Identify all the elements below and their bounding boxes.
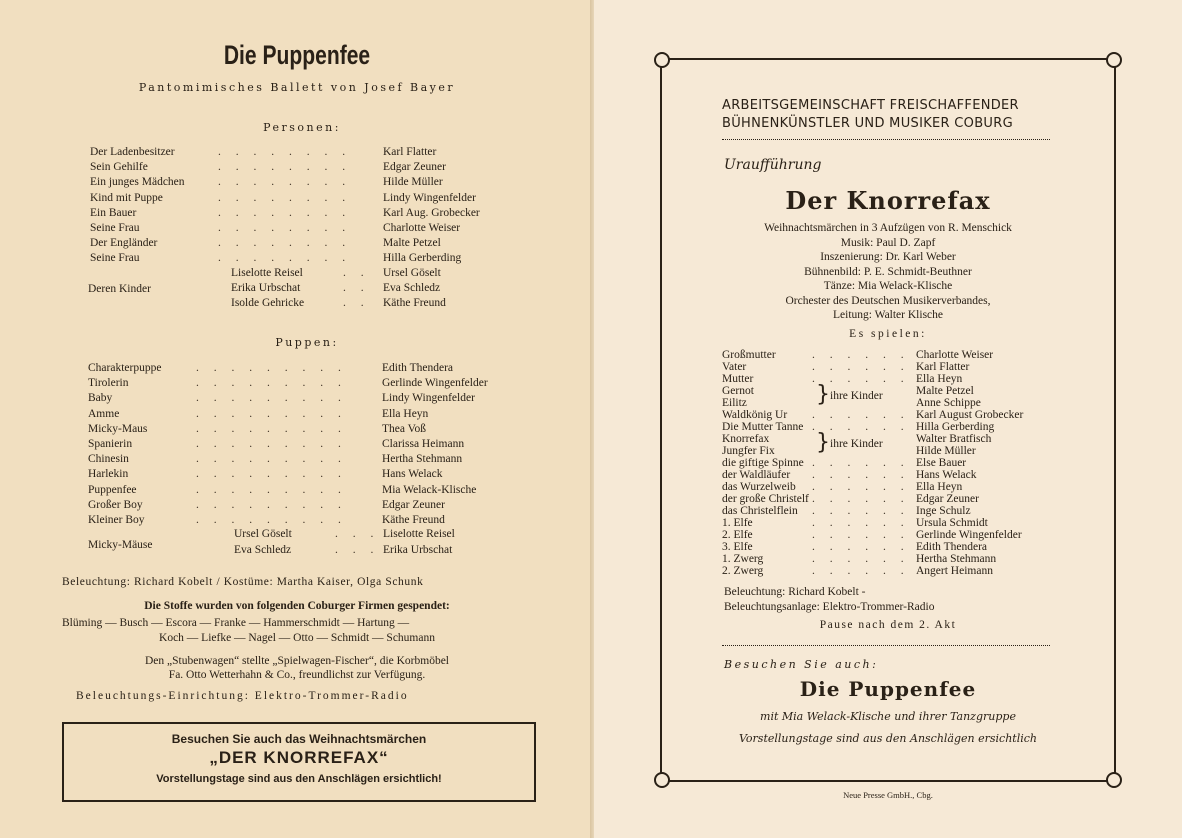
cast-actor: Hilla Gerberding [916,421,995,433]
puppen-actor: Hans Welack [382,468,443,481]
personen-role: Sein Gehilfe [90,161,148,174]
personen-actor: Edgar Zeuner [383,161,446,174]
es-spielen-heading: Es spielen: [849,328,927,340]
dot-leader: . . . . . . [812,457,910,469]
cast-role: 1. Zwerg [722,553,764,565]
puppen-heading: Puppen: [275,336,339,349]
dot-leader: . . . . . . . . [218,191,352,204]
cast-role: Die Mutter Tanne [722,421,804,433]
puppen-role: Baby [88,392,113,405]
dot-leader: . . . . . . [812,409,910,421]
puppen-role: Amme [88,407,120,420]
frame-corner-bl [654,772,670,788]
puppen-role: Micky-Maus [88,422,148,435]
personen-role: Der Ladenbesitzer [90,146,175,158]
dot-leader: . . . . . . [812,493,910,505]
dot-leader: . . . . . . . . . [196,422,347,435]
cast-actor: Hertha Stehmann [916,553,997,565]
cast-actor: Ursula Schmidt [916,517,988,529]
puppen-role: Harlekin [88,468,129,481]
puppen-role: Chinesin [88,453,129,466]
cast-actor: Else Bauer [916,457,967,469]
cast-actor: Charlotte Weiser [916,349,994,361]
dot-leader: . . . . . . . . [218,206,352,219]
cast-actor: Anne Schippe [916,397,981,409]
divider-bottom [722,645,1050,646]
kinder-role: Erika Urbschat [231,282,301,294]
ihre-kinder-label-2: ihre Kinder [830,438,883,450]
personen-actor: Charlotte Weiser [383,222,461,234]
credit-line: Bühnenbild: P. E. Schmidt-Beuthner [804,265,972,278]
personen-role: Kind mit Puppe [90,191,163,204]
dot-leader: . . . . . . . . . [196,438,347,450]
dot-leader: . . . . . . . . [218,222,352,234]
maeuse-actor: Liselotte Reisel [383,528,455,540]
kinder-role: Liselotte Reisel [231,267,303,279]
dot-leader: . . . . . . . . [218,252,352,265]
dot-leader: . . . . . . [812,505,910,517]
dot-leader: . . . . . . . . [218,146,352,158]
urauffuehrung-label: Uraufführung [724,157,822,173]
cast-actor: Walter Bratfisch [916,433,992,445]
dot-leader: . . . . . . [812,349,910,361]
cast-actor: Hans Welack [916,469,977,481]
dot-leader: . . . . . . . . [218,176,352,189]
kinder-actor: Eva Schledz [383,282,441,294]
puppenfee-title: Die Puppenfee [223,40,371,70]
puppen-actor: Clarissa Heimann [382,438,465,450]
cast-role: Knorrefax [722,433,770,445]
cast-actor: Malte Petzel [916,385,974,397]
dot-leader: . . . . . . . . . [196,392,347,405]
stubenwagen-line-1: Den „Stubenwagen“ stellte „Spielwagen-Fischer“, die Korbmöbel [144,655,449,667]
frame-corner-tr [1106,52,1122,68]
puppen-role: Puppenfee [88,483,137,496]
cast-role: 2. Zwerg [722,565,764,577]
credits-line: Beleuchtung: Richard Kobelt / Kostüme: Martha Kaiser, Olga Schunk [62,576,424,588]
brace-icon: } [816,382,830,407]
personen-actor: Karl Flatter [383,146,437,158]
personen-actor: Malte Petzel [383,237,441,250]
beleuchtung-line: Beleuchtung: Richard Kobelt - [724,586,866,598]
personen-role: Seine Frau [90,252,140,265]
cast-actor: Hilde Müller [916,445,976,457]
puppen-actor: Edgar Zeuner [382,498,445,511]
dot-leader: . . . . . . [812,481,910,493]
divider-top [722,139,1050,140]
dot-leader: . . . [335,528,380,540]
cast-role: der große Christelf [722,493,809,505]
puppen-actor: Edith Thendera [382,362,453,374]
puppen-role: Kleiner Boy [88,514,145,526]
knorrefax-ad-box [62,722,536,802]
dot-leader: . . . . . . [812,469,910,481]
puppen-role: Charakterpuppe [88,362,162,374]
personen-actor: Hilla Gerberding [383,252,462,265]
knorrefax-title: Der Knorrefax [785,186,991,215]
ad-line-1: Besuchen Sie auch das Weihnachtsmärchen [171,732,427,746]
cast-actor: Karl August Grobecker [916,409,1024,421]
dot-leader: . . . . . . [812,421,910,433]
maeuse-actor: Erika Urbschat [383,544,453,556]
credit-line: Inszenierung: Dr. Karl Weber [820,251,956,263]
puppen-actor: Hertha Stehmann [382,453,463,466]
puppen-actor: Gerlinde Wingenfelder [382,377,488,390]
org-line-1: ARBEITSGEMEINSCHAFT FREISCHAFFENDER [722,98,1019,113]
puppenfee-subtitle: Pantomimisches Ballett von Josef Bayer [138,81,456,94]
kinder-label: Deren Kinder [88,283,151,295]
org-line-2: BÜHNENKÜNSTLER UND MUSIKER COBURG [722,116,1013,131]
ihre-kinder-label-1: ihre Kinder [830,390,883,402]
personen-actor: Hilde Müller [383,176,443,189]
puppen-actor: Lindy Wingenfelder [382,392,475,405]
credit-line: Musik: Paul D. Zapf [840,236,936,249]
vorstellung-line: Vorstellungstage sind aus den Anschlägen ersichtlich [738,732,1037,745]
cast-actor: Karl Flatter [916,361,970,373]
cast-actor: Gerlinde Wingenfelder [916,529,1022,541]
dot-leader: . . . . . . . . . [196,498,347,511]
credit-line: Tänze: Mia Welack-Klische [823,280,953,292]
personen-role: Ein Bauer [90,206,137,219]
puppen-role: Spanierin [88,438,133,450]
stoffe-heading: Die Stoffe wurden von folgenden Coburger Firmen gespendet: [144,600,450,612]
maeuse-label: Micky-Mäuse [88,539,153,551]
dot-leader: . . [343,282,370,294]
cast-role: das Christelflein [722,505,798,517]
personen-actor: Karl Aug. Grobecker [383,206,480,219]
puppen-actor: Mia Welack-Klische [382,483,477,496]
cast-role: die giftige Spinne [722,457,804,469]
cast-role: Eilitz [722,397,747,409]
cast-role: der Waldläufer [722,469,791,481]
cast-role: Waldkönig Ur [722,409,788,421]
puppen-actor: Thea Voß [382,422,426,435]
puppenfee-promo-title: Die Puppenfee [799,677,977,701]
personen-role: Seine Frau [90,222,140,234]
cast-role: das Wurzelweib [722,481,796,493]
printer-imprint: Neue Presse GmbH., Cbg. [843,790,933,800]
dot-leader: . . . . . . . . . [196,362,347,374]
puppen-actor: Ella Heyn [382,407,429,420]
pause-line: Pause nach dem 2. Akt [819,619,957,631]
cast-role: Vater [722,361,747,373]
ad-line-3: Vorstellungstage sind aus den Anschlägen ersichtlich! [156,773,442,785]
dot-leader: . . . . . . . . . [196,377,347,390]
dot-leader: . . . . . . . . . [196,407,347,420]
dot-leader: . . [343,267,370,279]
cast-actor: Ella Heyn [916,373,963,385]
puppen-actor: Käthe Freund [382,514,445,526]
dot-leader: . . . . . . [812,529,910,541]
cast-role: 2. Elfe [722,529,753,541]
kinder-actor: Käthe Freund [383,297,446,309]
puppen-role: Tirolerin [88,377,129,390]
credit-line: Weihnachtsmärchen in 3 Aufzügen von R. Menschick [764,222,1012,234]
dot-leader: . . . . . . [812,361,910,373]
personen-role: Ein junges Mädchen [90,176,185,189]
frame-corner-br [1106,772,1122,788]
kinder-actor: Ursel Göselt [383,267,441,279]
credit-line: Orchester des Deutschen Musikerverbandes, [785,294,991,307]
cast-role: Jungfer Fix [722,445,775,457]
maeuse-role: Eva Schledz [234,544,292,556]
dot-leader: . . [343,297,370,309]
cast-role: 1. Elfe [722,517,753,529]
kinder-role: Isolde Gehricke [231,297,305,309]
anlage-line: Beleuchtungsanlage: Elektro-Trommer-Radio [724,601,935,613]
ad-line-2: „DER KNORREFAX“ [209,748,389,767]
credit-line: Leitung: Walter Klische [833,309,943,321]
frame-corner-tl [654,52,670,68]
dot-leader: . . . . . . [812,565,910,577]
dot-leader: . . . . . . . . [218,237,352,250]
cast-role: 3. Elfe [722,541,753,553]
cast-actor: Inge Schulz [916,505,971,517]
stubenwagen-line-2: Fa. Otto Wetterhahn & Co., freundlichst zur Verfügung. [168,669,426,681]
personen-role: Der Engländer [90,237,158,250]
brace-icon: } [816,430,830,455]
personen-actor: Lindy Wingenfelder [383,191,476,204]
dot-leader: . . . . . . . . [218,161,352,174]
cast-role: Mutter [722,373,754,385]
cast-role: Großmutter [722,349,776,361]
right-page [594,0,1182,838]
cast-actor: Edgar Zeuner [916,493,979,505]
cast-actor: Ella Heyn [916,481,963,493]
dot-leader: . . . . . . . . . [196,453,347,466]
personen-heading: Personen: [263,121,341,134]
maeuse-role: Ursel Göselt [234,528,292,540]
cast-actor: Edith Thendera [916,541,987,553]
cast-actor: Angert Heimann [916,565,993,577]
dot-leader: . . . . . . . . . [196,514,347,526]
dot-leader: . . . . . . [812,517,910,529]
dot-leader: . . . . . . . . . [196,483,347,496]
dot-leader: . . . . . . [812,373,910,385]
dot-leader: . . . . . . [812,541,910,553]
stoffe-line-1: Blüming — Busch — Escora — Franke — Hammerschmidt — Hartung — [62,617,410,629]
einrichtung-line: Beleuchtungs-Einrichtung: Elektro-Trommer-Radio [76,690,409,702]
dot-leader: . . . [335,544,380,556]
mit-line: mit Mia Welack-Klische und ihrer Tanzgruppe [760,710,1016,723]
dot-leader: . . . . . . [812,553,910,565]
puppen-role: Großer Boy [88,498,143,511]
cast-role: Gernot [722,385,754,397]
dot-leader: . . . . . . . . . [196,468,347,481]
besuchen-label: Besuchen Sie auch: [724,658,879,671]
stoffe-line-2: Koch — Liefke — Nagel — Otto — Schmidt — Schumann [159,632,435,644]
